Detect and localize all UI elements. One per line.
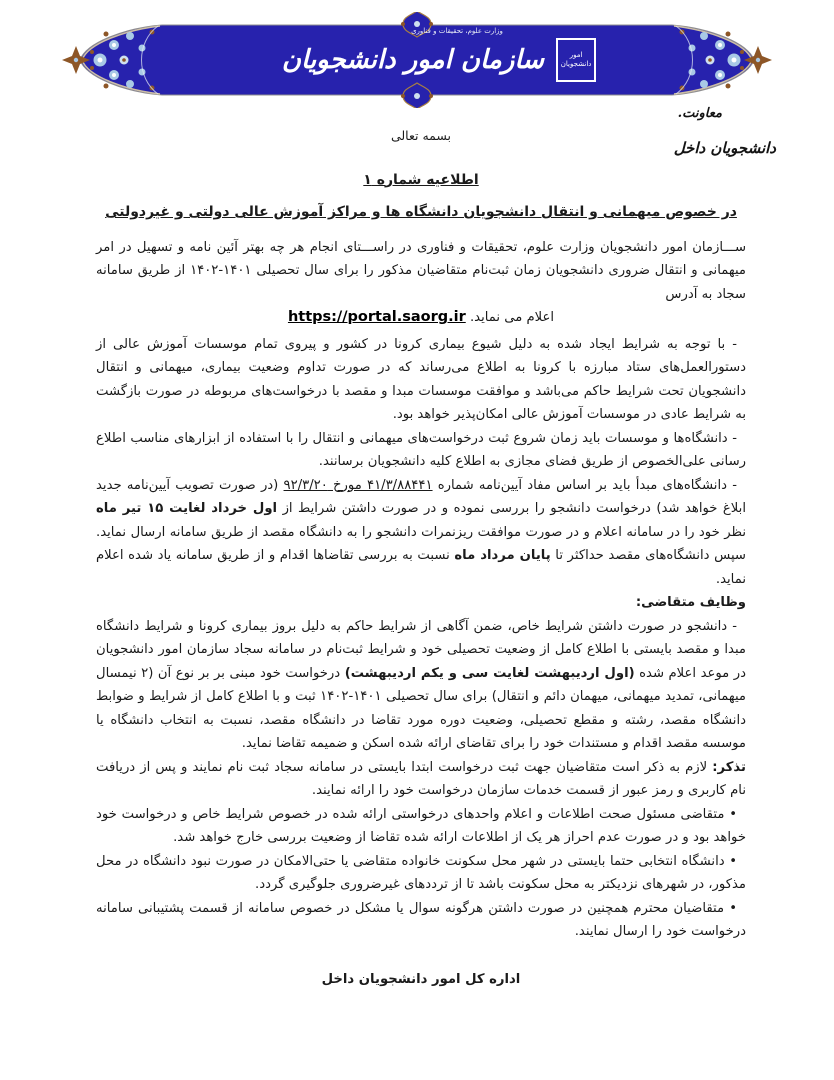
note-label: تذکر:: [712, 759, 746, 775]
bullet-item-university-choice: • دانشگاه انتخابی حتما بایستی در شهر محل سکونت خانواده متقاضی یا حتی‌الامکان در صورت نبود دانشگاه در محل مذکور، در شهرهای نزدیکتر به محل سکونت باشد تا از ترددهای غیرضروری جلوگیری گردد.: [96, 853, 746, 892]
dash-item-origin-universities: - دانشگاه‌های مبدأ باید بر اساس مفاد آیین‌نامه شماره ۴۱/۳/۸۸۴۴۱ مورخ ۹۲/۳/۲۰ (در صورت تصویب آیین‌نامه جدید ابلاغ خواهد شد) درخواست دانشجو را بررسی نموده و در صورت داشتن شرایط از اول خرداد لغایت ۱۵ تیر ماه نظر خود را در سامانه اعلام و در صورت موافقت ریزنمرات دانشجو را به دانشگاه مقصد از طریق سامانه ارسال نماید. سپس دانشگاه‌های مقصد حداکثر تا پایان مرداد ماه نسبت به بررسی تقاضاها اقدام و از طریق سامانه یاد شده اعلام نماید.: [96, 477, 746, 587]
handwritten-note-2: دانشجویان داخل: [673, 139, 776, 157]
banner-text-overlay: [62, 12, 772, 108]
ministry-name: وزارت علوم، تحقیقات و فناوری: [411, 27, 503, 35]
document-body: [96, 124, 746, 991]
organization-name: سازمان امور دانشجویان: [281, 45, 545, 75]
bullet-marker: •: [729, 853, 737, 869]
deadline-mordad: پایان مرداد ماه: [454, 548, 551, 563]
deadline-khordad-tir: اول خرداد لغایت ۱۵ تیر ماه: [96, 501, 278, 516]
notice-number: اطلاعیه شماره ۱: [363, 171, 479, 188]
dash-marker: -: [732, 477, 737, 493]
registration-window: (اول اردیبهشت لغایت سی و یکم اردیبهشت): [344, 665, 635, 681]
dash-marker: -: [732, 618, 737, 634]
logo-text-line1: امور: [569, 50, 583, 59]
duties-heading: وظایف متقاضی:: [635, 595, 746, 610]
note-paragraph: تذکر: لازم به ذکر است متقاضیان جهت ثبت درخواست ابتدا بایستی در سامانه سجاد ثبت نام نمایند و پس از دریافت نام کاربری و رمز عبور از قسمت خدمات سازمان درخواست خود را ارائه نمایند.: [96, 759, 746, 798]
portal-link[interactable]: https://portal.saorg.ir: [287, 309, 466, 325]
intro-text: ســـازمان امور دانشجویان وزارت علوم، تحقیقات و فناوری در راســـتای انجام هر چه بهتر آئین نامه و تسهیل در امر میهمانی و انتقال ضروری دانشجویان زمان ثبت‌نام متقاضیان مذکور را برای سال تحصیلی ۱۴۰۱-۱۴۰۲ از طریق سامانه سجاد به آدرس: [96, 239, 746, 302]
intro-paragraph: [96, 236, 746, 307]
bismillah: بسمه تعالی: [390, 128, 452, 143]
intro-close-text: اعلام می نماید.: [469, 310, 555, 325]
dash-marker: -: [732, 430, 737, 446]
bullet-item-support: • متقاضیان محترم همچنین در صورت داشتن هرگونه سوال یا مشکل در خصوص سامانه از قسمت پشتیبانی سامانه درخواست خود را ارسال نمایند.: [96, 900, 746, 939]
subject-title: در خصوص میهمانی و انتقال دانشجویان دانشگاه ها و مراکز آموزش عالی دولتی و غیردولتی: [105, 204, 737, 220]
dash-item-student-duty: - دانشجو در صورت داشتن شرایط خاص، ضمن آگاهی از شرایط حاکم به دلیل بروز بیماری کرونا و شرایط دانشگاه مبدا و مقصد بایستی با اطلاع کامل از وضعیت تحصیلی خود و شرایط ثبت‌نام در سامانه سجاد سازمان امور دانشجویان در موعد اعلام شده (اول اردیبهشت لغایت سی و یکم اردیبهشت) درخواست خود مبنی بر بر نوع آن (۲ نیمسال میهمانی، تمدید میهمانی، میهمان دائم و انتقال) برای سال تحصیلی ۱۴۰۱-۱۴۰۲ ثبت و با اطلاع کامل از شرایط و ضوابط دانشگاه مقصد، رشته و مقطع تحصیلی، وضعیت دوره مورد تقاضا در دانشگاه مقصد، نسبت به انتخاب دانشگاه یا موسسه مقصد اقدام و مستندات خود را برای تقاضای ارائه شده اسکن و ضمیمه تقاضا نماید.: [96, 618, 746, 751]
bullet-item-accuracy: • متقاضی مسئول صحت اطلاعات و اعلام واحدهای درخواستی ارائه شده در خصوص شرایط خاص و درخواست خود خواهد بود و در صورت عدم احراز هر یک از اطلاعات ارائه شده تقاضا از وضعیت بررسی خارج خواهد شد.: [96, 806, 746, 845]
signature-footer: اداره کل امور دانشجویان داخل: [321, 971, 521, 987]
bullet-marker: •: [729, 900, 737, 916]
organization-logo: [556, 38, 596, 82]
dash-marker: -: [732, 336, 737, 352]
dash-item-covid: - با توجه به شرایط ایجاد شده به دلیل شیوع بیماری کرونا در کشور و پیروی تمام موسسات آموزش عالی از دستورالعمل‌های ستاد مبارزه با کرونا به اطلاع می‌رساند که در صورت تداوم وضعیت بیماری، میهمانی و انتقال دانشجویان تحت شرایط حاکم می‌باشد و موافقت موسسات مبدا و مقصد با درخواست‌های مربوطه در صورت بازگشت به شرایط عادی در موسسات آموزش عالی امکان‌پذیر خواهد بود.: [96, 336, 746, 422]
portal-url-line: [96, 306, 746, 330]
regulation-number: ۴۱/۳/۸۸۴۴۱ مورخ ۹۲/۳/۲۰: [283, 477, 433, 493]
bullet-marker: •: [729, 806, 737, 822]
handwritten-note-1: معاونت.: [677, 106, 722, 121]
dash-item-announce: - دانشگاه‌ها و موسسات باید زمان شروع ثبت درخواست‌های میهمانی و انتقال را با استفاده از ابزارهای مناسب اطلاع رسانی علی‌الخصوص از طریق فضای مجازی به اطلاع کلیه دانشجویان برسانند.: [96, 430, 746, 469]
header-banner: [62, 12, 772, 110]
logo-text-line2: دانشجویان: [560, 60, 592, 68]
